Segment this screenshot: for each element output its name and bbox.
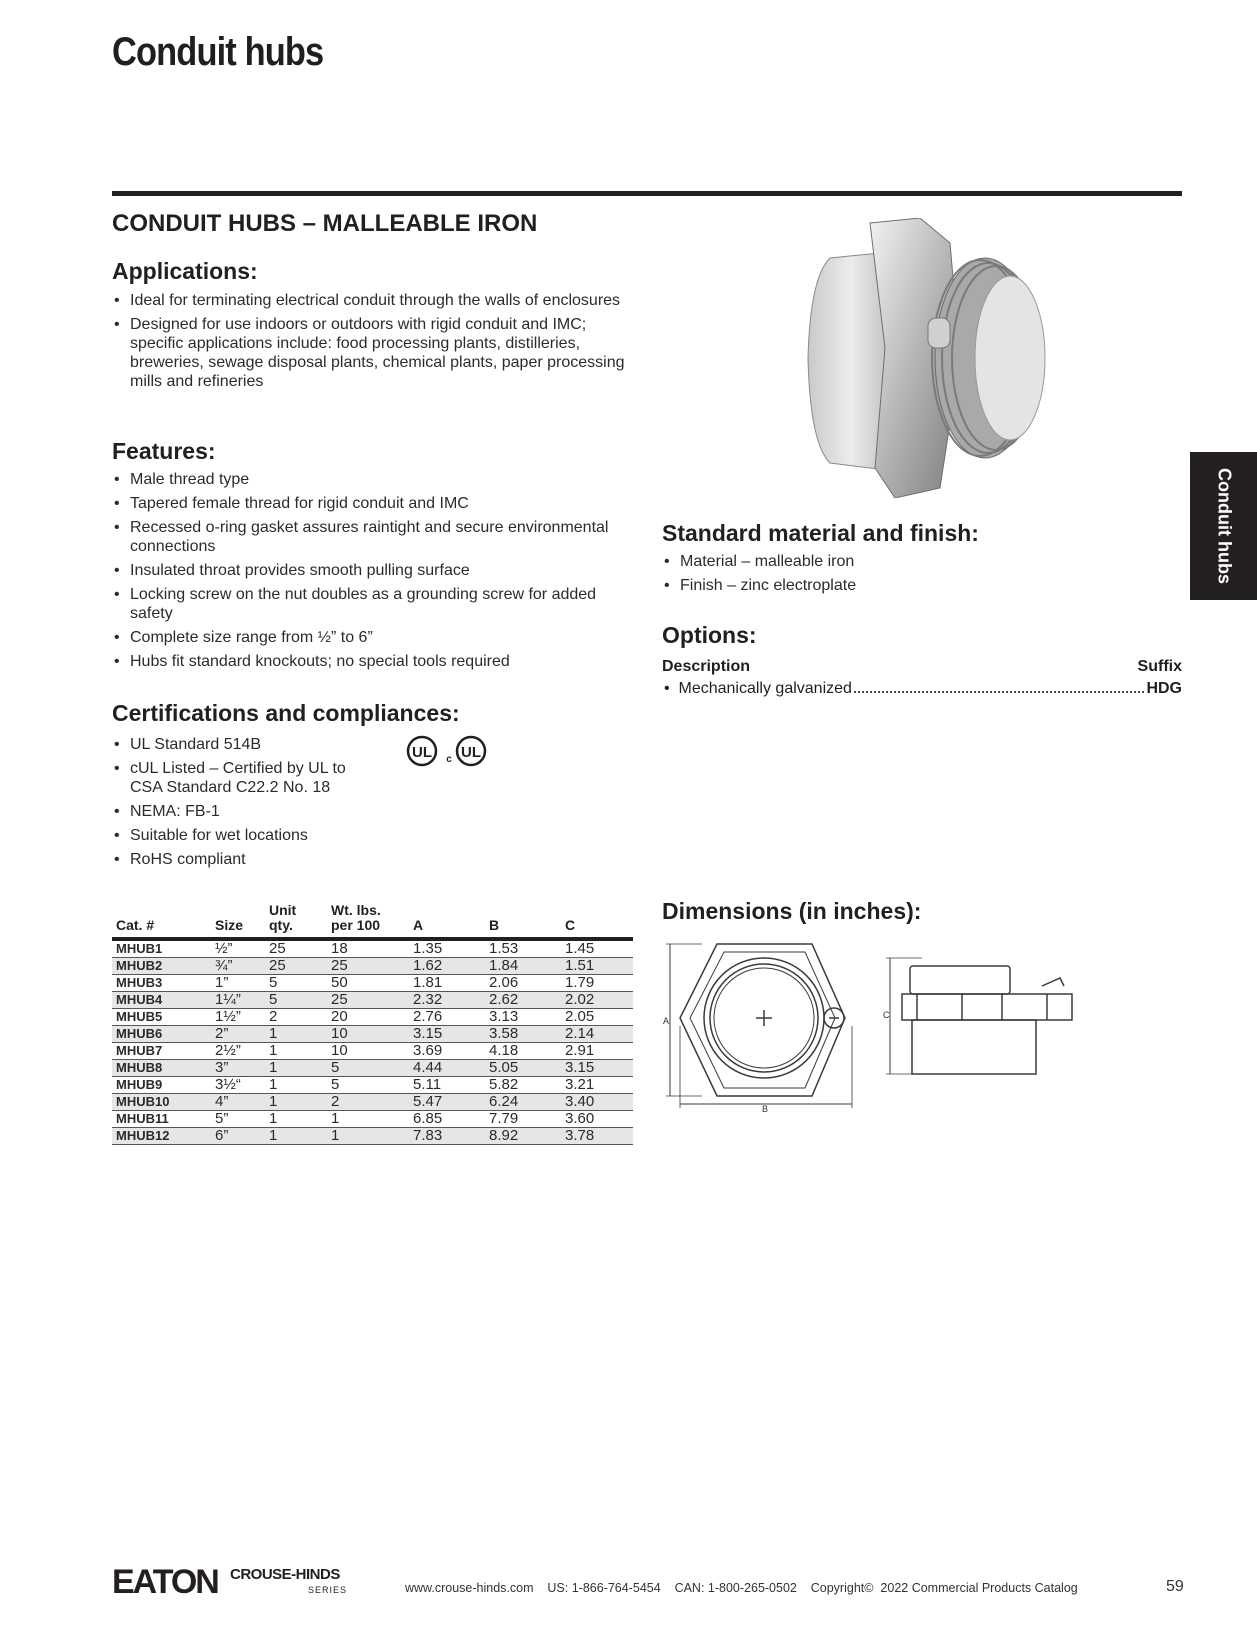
table-cell: 1.62 [409,958,485,975]
col-size: Size [211,903,265,939]
footer-info: www.crouse-hinds.com US: 1-866-764-5454 CAN: 1-800-265-0502 Copyright© 2022 Commercial Products Catalog [405,1581,1078,1595]
table-cell: MHUB9 [112,1077,211,1094]
option-description: Mechanically galvanized [678,680,852,697]
options-col-suffix: Suffix [1137,658,1182,675]
table-cell: MHUB7 [112,1043,211,1060]
dimensions-drawing [662,936,1082,1116]
table-cell: 3.15 [561,1060,633,1077]
table-cell: MHUB1 [112,939,211,958]
table-row [112,1009,633,1026]
table-cell: 1 [327,1128,409,1145]
list-item: • Ideal for terminating electrical conduit through the walls of enclosures [112,291,632,310]
list-item: • NEMA: FB-1 [112,802,372,821]
options-heading: Options: [662,622,757,648]
table-cell: 1.79 [561,975,633,992]
table-cell: MHUB6 [112,1026,211,1043]
table-cell: 10 [327,1043,409,1060]
applications-heading: Applications: [112,258,258,284]
table-cell: 1.45 [561,939,633,958]
list-item: • Recessed o-ring gasket assures raintight and secure environmental connections [112,518,637,556]
side-tab-label: Conduit hubs [1214,468,1234,584]
table-cell: 1 [265,1094,327,1111]
dot-leader [854,691,1145,693]
table-cell: 1½” [211,1009,265,1026]
table-cell: 1 [265,1077,327,1094]
col-cat: Cat. # [112,903,211,939]
table-cell: 20 [327,1009,409,1026]
cul-logo-c: c [446,754,452,765]
table-cell: 5.47 [409,1094,485,1111]
options-row [662,680,1182,698]
table-row [112,939,633,958]
table-cell: MHUB10 [112,1094,211,1111]
list-item: • Male thread type [112,470,637,489]
applications-list [112,291,632,396]
certifications-list [112,735,372,874]
crouse-hinds-series: CROUSE-HINDS [230,1566,340,1583]
table-cell: MHUB3 [112,975,211,992]
conduit-hub-photo [800,218,1060,498]
page-title: Conduit hubs [112,30,324,74]
table-cell: ½” [211,939,265,958]
table-cell: 1 [265,1043,327,1060]
col-unit-qty [265,903,327,939]
table-cell: 2.06 [485,975,561,992]
table-cell: 1.84 [485,958,561,975]
table-cell: 2.14 [561,1026,633,1043]
table-cell: 3.15 [409,1026,485,1043]
table-cell: 5.05 [485,1060,561,1077]
col-unit-qty-text: Unit qty. [269,902,297,933]
eaton-logo [112,1564,224,1596]
table-cell: 2.05 [561,1009,633,1026]
table-cell: 1 [265,1128,327,1145]
table-cell: 1 [265,1060,327,1077]
table-cell: 1.35 [409,939,485,958]
col-b: B [485,903,561,939]
table-cell: 2” [211,1026,265,1043]
table-cell: 1 [327,1111,409,1128]
options-col-description: Description [662,658,751,675]
table-row [112,1094,633,1111]
table-cell: 2.76 [409,1009,485,1026]
table-cell: 4” [211,1094,265,1111]
table-cell: 3.13 [485,1009,561,1026]
table-cell: MHUB8 [112,1060,211,1077]
table-cell: 6.85 [409,1111,485,1128]
table-cell: 1 [265,1026,327,1043]
list-item: • RoHS compliant [112,850,372,869]
table-cell: 4.44 [409,1060,485,1077]
top-divider [112,191,1182,196]
table-cell: 2.91 [561,1043,633,1060]
table-cell: 1.81 [409,975,485,992]
table-row [112,1077,633,1094]
list-item: • Complete size range from ½” to 6” [112,628,637,647]
table-row [112,1060,633,1077]
table-cell: 18 [327,939,409,958]
list-item: • Suitable for wet locations [112,826,372,845]
side-tab [1190,452,1257,600]
dimensions-heading: Dimensions (in inches): [662,898,922,924]
ul-certification-logo [404,734,494,768]
list-item: • Material – malleable iron [662,552,1162,571]
spec-table [112,903,633,1145]
page-number: 59 [1166,1578,1184,1595]
table-cell: 4.18 [485,1043,561,1060]
dim-label-c: C [883,1010,890,1020]
col-weight-text: Wt. lbs. per 100 [331,902,381,933]
table-cell: 7.83 [409,1128,485,1145]
table-row [112,1128,633,1145]
col-a: A [409,903,485,939]
col-weight [327,903,409,939]
table-row [112,1043,633,1060]
table-cell: 3.78 [561,1128,633,1145]
table-cell: 3.58 [485,1026,561,1043]
table-cell: 2.62 [485,992,561,1009]
list-item: • Designed for use indoors or outdoors with rigid conduit and IMC; specific applications include: food processing plants, distilleries, breweries, sewage disposal plants, chemical plants, paper processing mills and refineries [112,315,632,391]
option-suffix: HDG [1146,680,1182,697]
table-cell: 3½“ [211,1077,265,1094]
dim-label-b: B [762,1104,769,1114]
features-heading: Features: [112,438,216,464]
table-cell: MHUB5 [112,1009,211,1026]
table-cell: 5 [327,1077,409,1094]
table-cell: 1 [265,1111,327,1128]
series-label: SERIES [308,1585,348,1595]
list-item: • Tapered female thread for rigid conduit and IMC [112,494,637,513]
table-cell: 8.92 [485,1128,561,1145]
cul-logo-text: UL [461,744,481,761]
table-cell: 3.60 [561,1111,633,1128]
section-title: CONDUIT HUBS – MALLEABLE IRON [112,210,538,237]
table-cell: 5.11 [409,1077,485,1094]
table-cell: 3” [211,1060,265,1077]
table-cell: 25 [327,958,409,975]
table-cell: 6.24 [485,1094,561,1111]
table-cell: 7.79 [485,1111,561,1128]
list-item: • Locking screw on the nut doubles as a grounding screw for added safety [112,585,637,623]
features-list [112,470,637,676]
table-cell: MHUB2 [112,958,211,975]
table-cell: 25 [265,958,327,975]
table-cell: 1.51 [561,958,633,975]
table-row [112,1026,633,1043]
table-cell: 3.21 [561,1077,633,1094]
certifications-heading: Certifications and compliances: [112,700,460,726]
list-item: • Insulated throat provides smooth pulling surface [112,561,637,580]
table-row [112,1111,633,1128]
table-cell: 50 [327,975,409,992]
table-cell: 3.40 [561,1094,633,1111]
table-cell: 5 [265,992,327,1009]
table-cell: 5” [211,1111,265,1128]
table-cell: 25 [265,939,327,958]
table-cell: 1” [211,975,265,992]
options-header [662,658,1182,676]
material-heading: Standard material and finish: [662,520,979,546]
table-cell: 2 [327,1094,409,1111]
bullet: • [664,680,679,697]
table-cell: 6” [211,1128,265,1145]
table-cell: 2½” [211,1043,265,1060]
table-row [112,958,633,975]
table-cell: MHUB12 [112,1128,211,1145]
eaton-logo-text: EATON [112,1564,218,1596]
table-cell: 1¼” [211,992,265,1009]
table-cell: 2 [265,1009,327,1026]
table-cell: 25 [327,992,409,1009]
table-cell: 5 [265,975,327,992]
list-item: • cUL Listed – Certified by UL to CSA Standard C22.2 No. 18 [112,759,372,797]
col-c: C [561,903,633,939]
table-row [112,975,633,992]
table-cell: 10 [327,1026,409,1043]
table-cell: 5 [327,1060,409,1077]
table-cell: 3.69 [409,1043,485,1060]
table-cell: 1.53 [485,939,561,958]
table-row [112,992,633,1009]
table-header-row [112,903,633,939]
table-cell: 2.02 [561,992,633,1009]
dim-label-a: A [663,1016,670,1026]
table-cell: MHUB11 [112,1111,211,1128]
table-cell: MHUB4 [112,992,211,1009]
table-cell: ¾” [211,958,265,975]
table-cell: 2.32 [409,992,485,1009]
table-body [112,939,633,1145]
ul-logo-text: UL [412,744,432,761]
list-item: • UL Standard 514B [112,735,372,754]
list-item: • Hubs fit standard knockouts; no special tools required [112,652,637,671]
list-item: • Finish – zinc electroplate [662,576,1162,595]
material-list [662,552,1162,600]
table-cell: 5.82 [485,1077,561,1094]
